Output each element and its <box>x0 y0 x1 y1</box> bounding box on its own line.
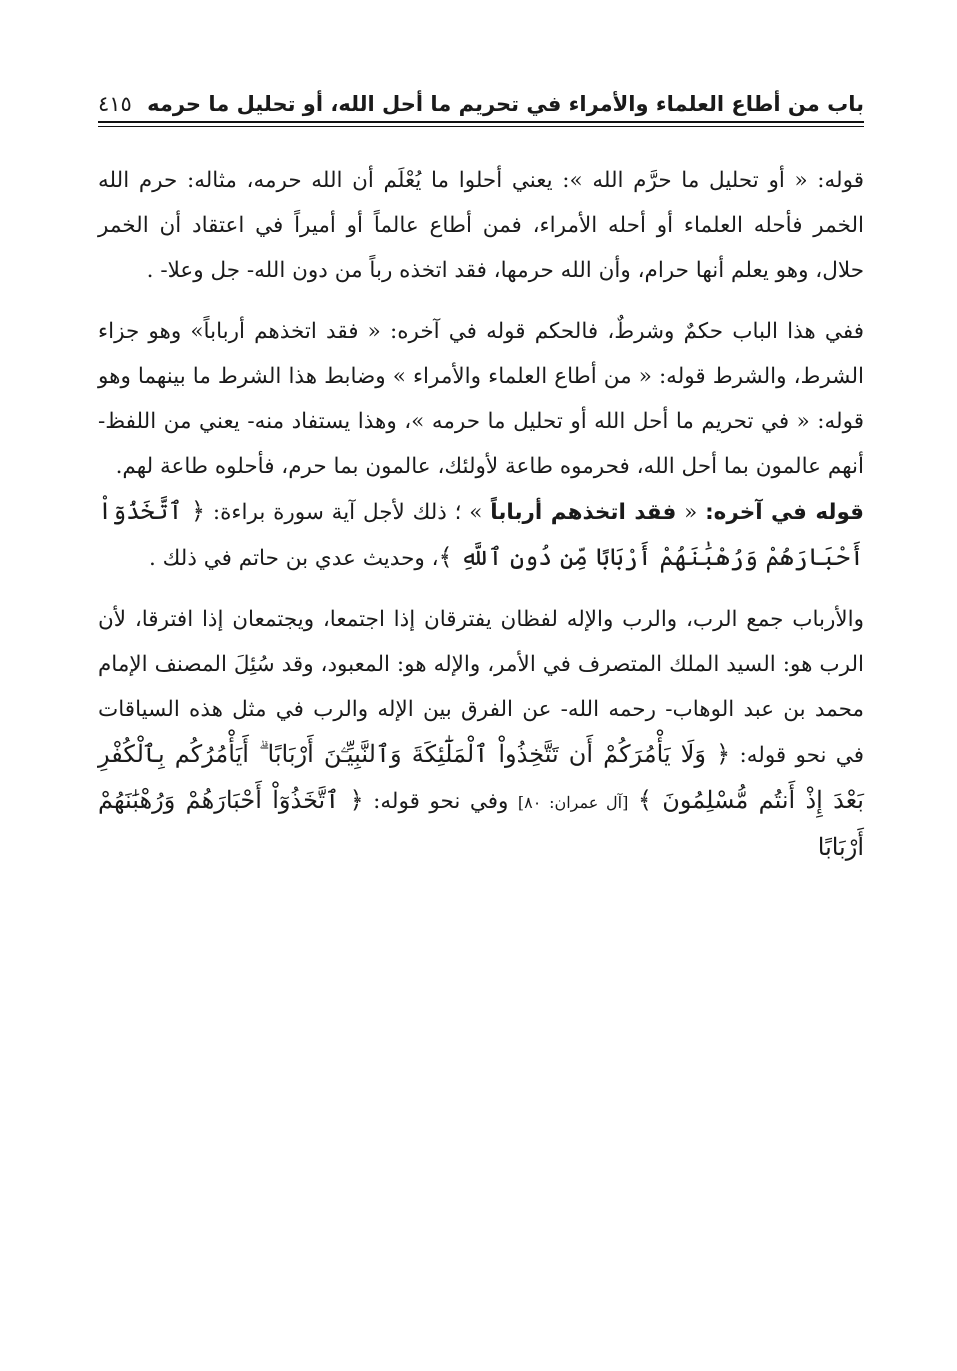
quran-verse-tawbah: ﴿ ٱتَّخَذُوٓاْ أَحْبَارَهُمْ وَرُهْبَٰنَهُمْ أَرْبَابًا مِّن دُونِ ٱللَّهِ ﴾ <box>98 497 864 571</box>
page-number: ٤١٥ <box>98 92 132 116</box>
quran-verse-al-imran: ﴿ وَلَا يَأْمُرَكُمْ أَن تَتَّخِذُواْ ٱلْمَلَٰٓئِكَةَ وَٱلنَّبِيِّـۧنَ أَرْبَابًا ۗ أَيَأْمُرُكُم بِٱلْكُفْرِ بَعْدَ إِذْ أَنتُم مُّسْلِمُونَ ﴾ <box>98 740 864 814</box>
paragraph-3 <box>98 489 864 581</box>
verse-citation: [آل عمران: ٨٠] <box>517 793 629 812</box>
header-rule-thick <box>98 121 864 123</box>
paragraph-3-text-2: ، وحديث عدي بن حاتم في ذلك . <box>148 546 439 571</box>
bold-quote: فقد اتخذهم أرباباً <box>490 500 677 525</box>
quote-open: « <box>684 500 698 525</box>
paragraph-4-text-1: والأرباب جمع الرب، والرب والإله لفظان يفترقان إذا اجتمعا، ويجتمعان إذا افترقا، لأن الرب هو: السيد الملك المتصرف في الأمر، والإله هو: المعبود، وقد سُئِلَ المصنف الإمام محمد بن عبد الوهاب- رحمه الله- عن الفرق بين الإله والرب في مثل هذه السياقات في نحو قوله: <box>98 607 864 768</box>
chapter-title: باب من أطاع العلماء والأمراء في تحريم ما أحل الله، أو تحليل ما حرمه <box>147 92 864 116</box>
paragraph-3-text-1: ؛ ذلك لأجل آية سورة براءة: <box>212 500 462 525</box>
quote-close: » <box>469 500 483 525</box>
running-header <box>98 84 864 124</box>
paragraph-3-lead: قوله في آخره: <box>705 500 865 525</box>
page-body <box>98 158 864 871</box>
paragraph-4 <box>98 597 864 871</box>
paragraph-1: قوله: « أو تحليل ما حرَّم الله »: يعني أحلوا ما يُعْلَم أن الله حرمه، مثاله: حرم الله الخمر فأحله العلماء أو أحله الأمراء، فمن أطاع عالماً أو أميراً في اعتقاد أن الخمر حلال، وهو يعلم أنها حرام، وأن الله حرمها، فقد اتخذه رباً من دون الله- جل وعلا- . <box>98 168 864 283</box>
paragraph-4-text-2: وفي نحو قوله: <box>373 789 509 814</box>
paragraph-2: ففي هذا الباب حكمٌ وشرطٌ، فالحكم قوله في آخره: « فقد اتخذهم أرباباً» وهو جزاء الشرط، والشرط قوله: « من أطاع العلماء والأمراء » وضابط هذا الشرط ما بينهما وهو قوله: « في تحريم ما أحل الله أو تحليل ما حرمه »، وهذا يستفاد منه- يعني من اللفظ- أنهم عالمون بما أحل الله، فحرموه طاعة لأولئك، عالمون بما حرم، فأحلوه طاعة لهم. <box>98 319 864 479</box>
quran-verse-tawbah-2: ﴿ ٱتَّخَذُوٓاْ أَحْبَارَهُمْ وَرُهْبَٰنَهُمْ أَرْبَابًا <box>98 786 864 861</box>
header-rule-thin <box>98 126 864 127</box>
